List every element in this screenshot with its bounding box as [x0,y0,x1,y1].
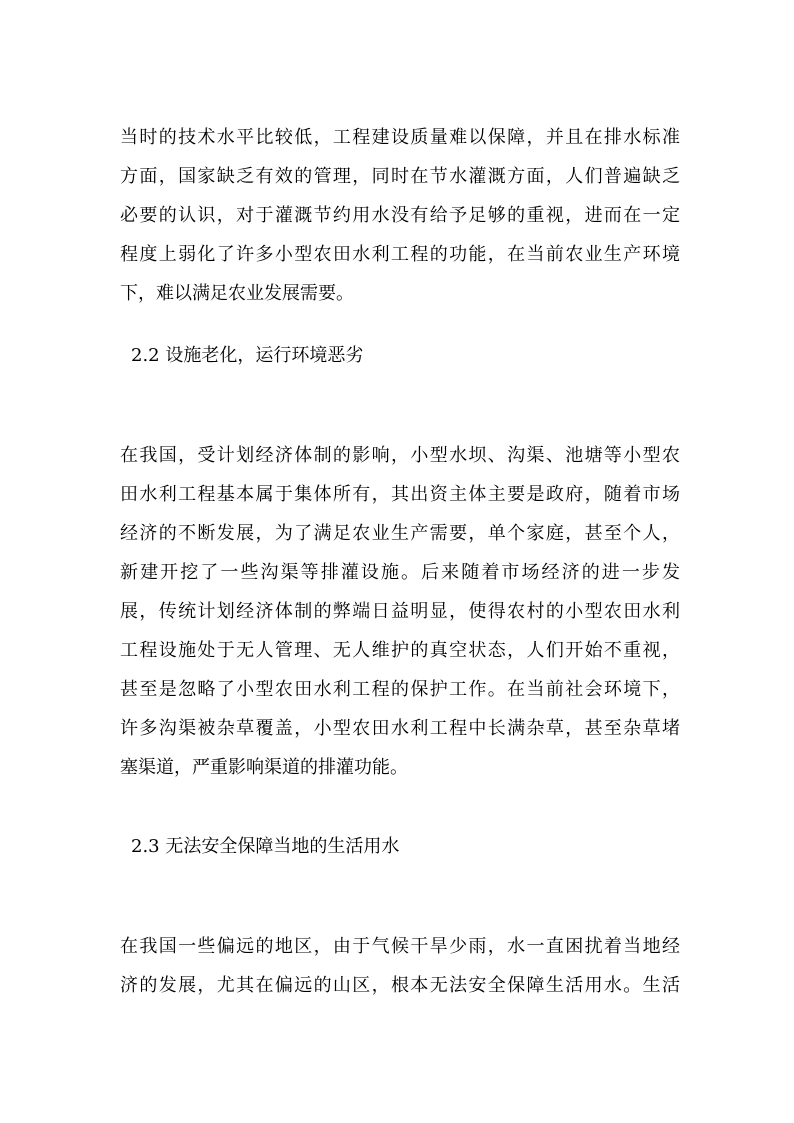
paragraph-2-line-2: 田水利工程基本属于集体所有，其出资主体主要是政府，随着市场 [120,484,680,505]
paragraph-2-line-7: 甚至是忽略了小型农田水利工程的保护工作。在当前社会环境下， [120,679,680,700]
paragraph-2-line-3: 经济的不断发展，为了满足农业生产需要，单个家庭，甚至个人， [120,523,680,544]
section-heading-2-2: 2.2 设施老化，运行环境恶劣 [131,345,364,366]
paragraph-2-line-8: 许多沟渠被杂草覆盖，小型农田水利工程中长满杂草，甚至杂草堵 [120,718,680,739]
paragraph-1-line-4: 程度上弱化了许多小型农田水利工程的功能，在当前农业生产环境 [120,244,680,265]
paragraph-1-line-1: 当时的技术水平比较低，工程建设质量难以保障，并且在排水标准 [120,127,680,148]
paragraph-2-line-9: 塞渠道，严重影响渠道的排灌功能。 [120,757,408,778]
paragraph-1-line-3: 必要的认识，对于灌溉节约用水没有给予足够的重视，进而在一定 [120,205,680,226]
paragraph-1-line-5: 下，难以满足农业发展需要。 [120,283,354,304]
paragraph-1-line-2: 方面，国家缺乏有效的管理，同时在节水灌溉方面，人们普遍缺乏 [120,166,680,187]
section-heading-2-3: 2.3 无法安全保障当地的生活用水 [131,836,400,857]
paragraph-2-line-4: 新建开挖了一些沟渠等排灌设施。后来随着市场经济的进一步发 [120,562,680,583]
paragraph-2-line-6: 工程设施处于无人管理、无人维护的真空状态，人们开始不重视， [120,640,680,661]
paragraph-3-line-1: 在我国一些偏远的地区，由于气候干旱少雨，水一直困扰着当地经 [120,936,680,957]
paragraph-2-line-1: 在我国，受计划经济体制的影响，小型水坝、沟渠、池塘等小型农 [120,445,680,466]
paragraph-3-line-2: 济的发展，尤其在偏远的山区，根本无法安全保障生活用水。生活 [120,975,680,996]
paragraph-2-line-5: 展，传统计划经济体制的弊端日益明显，使得农村的小型农田水利 [120,601,680,622]
